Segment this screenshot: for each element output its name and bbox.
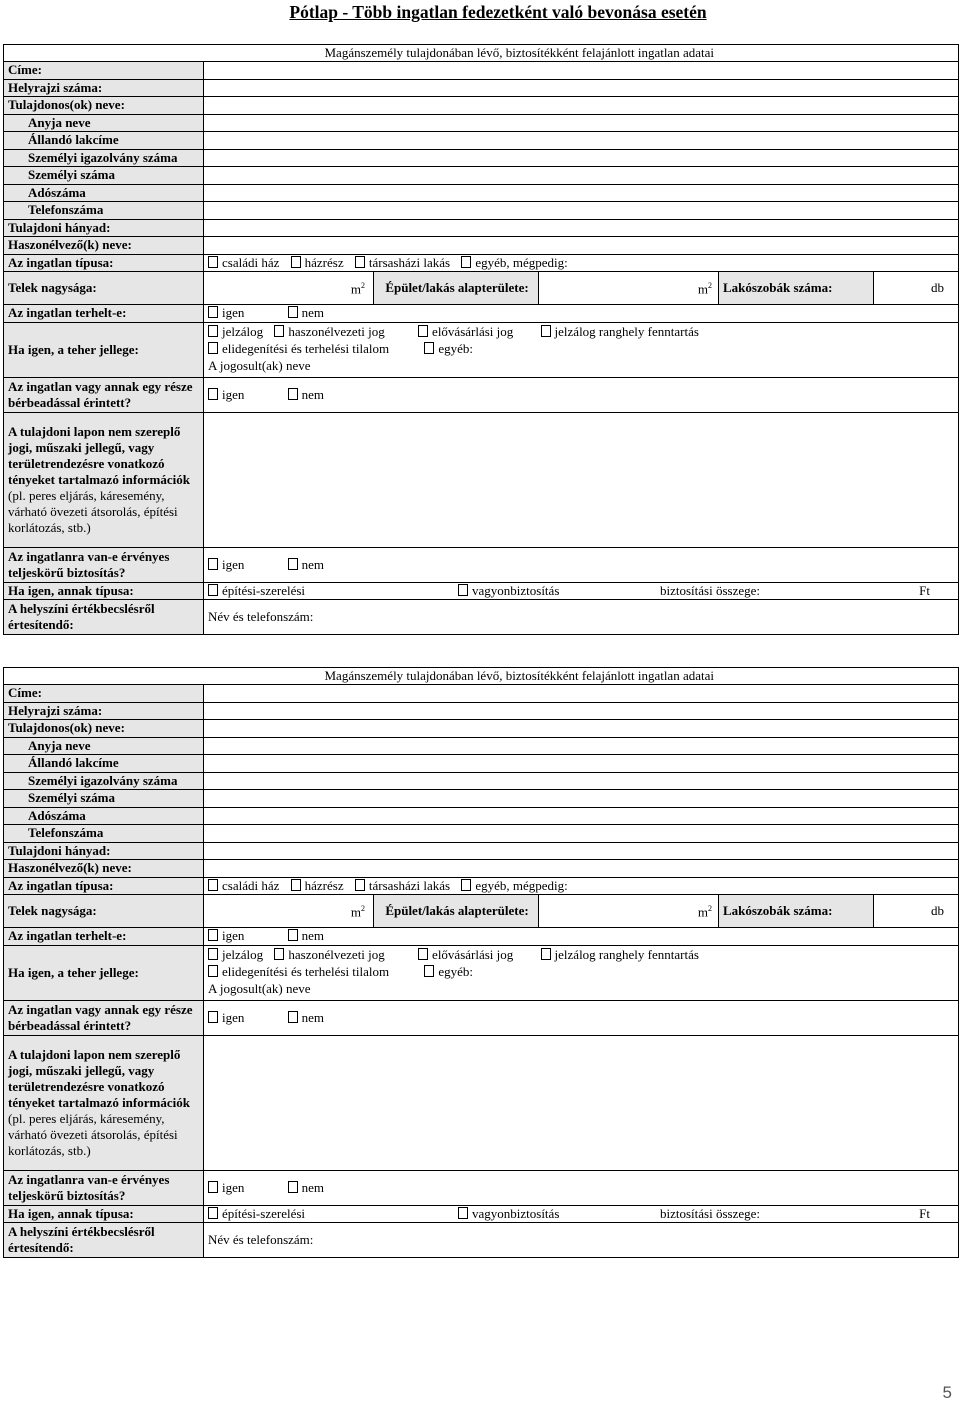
lease-yes[interactable]: igen — [208, 387, 244, 403]
encumbered-yes[interactable]: igen — [208, 928, 244, 944]
additional-info-field[interactable] — [204, 1035, 959, 1170]
checkbox-icon[interactable] — [291, 256, 301, 268]
lease-label: Az ingatlan vagy annak egy része bérbeadással érintett? — [4, 1000, 204, 1035]
checkbox-icon[interactable] — [291, 879, 301, 891]
preemption-option[interactable]: elővásárlási jog — [418, 947, 513, 963]
beneficiary-name-label: A jogosult(ak) neve — [208, 981, 311, 996]
usufructuary-field[interactable] — [204, 860, 959, 878]
valuation-contact-field[interactable] — [204, 1223, 959, 1258]
rooms-field[interactable]: db — [931, 280, 944, 295]
rooms-field[interactable]: db — [931, 903, 944, 918]
floor-area-field[interactable]: $m^2$ — [539, 272, 719, 305]
property-form-1 — [3, 44, 959, 635]
address-label: Címe: — [4, 685, 204, 703]
rank-reservation-option[interactable]: jelzálog ranghely fenntartás — [541, 947, 699, 963]
tax-number-label: Adószáma — [4, 807, 204, 825]
checkbox-icon[interactable] — [288, 306, 298, 318]
checkbox-icon[interactable] — [541, 325, 551, 337]
insurance-yes[interactable]: igen — [208, 557, 244, 573]
mother-name-label: Anyja neve — [4, 737, 204, 755]
lot-size-field[interactable]: $m^2$ — [204, 272, 374, 305]
checkbox-icon[interactable] — [461, 256, 471, 268]
alienation-ban-option[interactable]: elidegenítési és terhelési tilalom — [208, 964, 389, 980]
permanent-address-field[interactable] — [204, 755, 959, 773]
checkbox-icon[interactable] — [208, 342, 218, 354]
mother-name-field[interactable] — [204, 737, 959, 755]
permanent-address-label: Állandó lakcíme — [4, 132, 204, 150]
phone-label: Telefonszáma — [4, 825, 204, 843]
checkbox-icon[interactable] — [208, 388, 218, 400]
owner-name-label: Tulajdonos(ok) neve: — [4, 720, 204, 738]
type-option-house[interactable]: családi ház — [208, 878, 279, 894]
property-type-label: Az ingatlan típusa: — [4, 877, 204, 895]
personal-number-field[interactable] — [204, 167, 959, 185]
floor-area-label: Épület/lakás alapterülete: — [374, 272, 539, 305]
lease-no[interactable]: nem — [288, 1010, 324, 1026]
checkbox-icon[interactable] — [355, 879, 365, 891]
usufructuary-field[interactable] — [204, 237, 959, 255]
property-type-options — [204, 877, 959, 895]
address-label: Címe: — [4, 62, 204, 80]
checkbox-icon[interactable] — [461, 879, 471, 891]
currency-label: Ft — [919, 1205, 930, 1221]
insurance-amount-label: biztosítási összege: — [660, 582, 761, 598]
checkbox-icon[interactable] — [288, 1011, 298, 1023]
rooms-label: Lakószobák száma: — [719, 272, 874, 304]
lot-number-label: Helyrajzi száma: — [4, 702, 204, 720]
currency-label: Ft — [919, 582, 930, 598]
construction-insurance-option[interactable]: építési-szerelési — [208, 1206, 305, 1222]
name-phone-label: Név és telefonszám: — [208, 609, 314, 624]
ownership-share-field[interactable] — [204, 842, 959, 860]
phone-field[interactable] — [204, 202, 959, 220]
property-type-options — [204, 254, 959, 272]
ownership-share-label: Tulajdoni hányad: — [4, 842, 204, 860]
property-insurance-option[interactable]: vagyonbiztosítás — [458, 1206, 559, 1222]
lot-size-label: Telek nagysága: — [4, 272, 204, 305]
checkbox-icon[interactable] — [208, 325, 218, 337]
permanent-address-field[interactable] — [204, 132, 959, 150]
checkbox-icon[interactable] — [208, 584, 218, 596]
usufructuary-label: Haszonélvező(k) neve: — [4, 860, 204, 878]
insurance-type-label: Ha igen, annak típusa: — [4, 582, 204, 600]
other-encumbrance-option[interactable]: egyéb: — [424, 341, 473, 357]
additional-info-label: A tulajdoni lapon nem szereplő jogi, műszaki jellegű, vagy területrendezésre vonatkozó tényeket tartalmazó információk (pl. peres eljárás, káresemény, várható övezeti átsorolás, építési korlátozás, stb.) — [4, 1035, 204, 1170]
lot-size-field[interactable]: $m^2$ — [204, 895, 374, 928]
encumbrance-type-label: Ha igen, a teher jellege: — [4, 945, 204, 1000]
block-header: Magánszemély tulajdonában lévő, biztosítékként felajánlott ingatlan adatai — [4, 45, 959, 62]
address-field[interactable] — [204, 62, 959, 80]
usufructuary-label: Haszonélvező(k) neve: — [4, 237, 204, 255]
ownership-share-label: Tulajdoni hányad: — [4, 219, 204, 237]
permanent-address-label: Állandó lakcíme — [4, 755, 204, 773]
other-encumbrance-option[interactable]: egyéb: — [424, 964, 473, 980]
additional-info-field[interactable] — [204, 412, 959, 547]
block-header: Magánszemély tulajdonában lévő, biztosítékként felajánlott ingatlan adatai — [4, 668, 959, 685]
property-form-2 — [3, 667, 959, 1258]
encumbered-label: Az ingatlan terhelt-e: — [4, 305, 204, 323]
phone-field[interactable] — [204, 825, 959, 843]
personal-number-label: Személyi száma — [4, 790, 204, 808]
valuation-contact-label: A helyszíni értékbecslésről értesítendő: — [4, 600, 204, 635]
checkbox-icon[interactable] — [288, 929, 298, 941]
floor-area-label: Épület/lakás alapterülete: — [374, 895, 539, 928]
lot-number-field[interactable] — [204, 702, 959, 720]
checkbox-icon[interactable] — [208, 1011, 218, 1023]
type-option-house-part[interactable]: házrész — [291, 255, 344, 271]
checkbox-icon[interactable] — [208, 965, 218, 977]
lease-label: Az ingatlan vagy annak egy része bérbeadással érintett? — [4, 377, 204, 412]
id-card-field[interactable] — [204, 149, 959, 167]
owner-name-field[interactable] — [204, 720, 959, 738]
valuation-contact-label: A helyszíni értékbecslésről értesítendő: — [4, 1223, 204, 1258]
type-option-other[interactable]: egyéb, mégpedig: — [461, 255, 567, 271]
checkbox-icon[interactable] — [424, 965, 434, 977]
lease-yes[interactable]: igen — [208, 1010, 244, 1026]
encumbered-no[interactable]: nem — [288, 305, 324, 321]
encumbrance-type-label: Ha igen, a teher jellege: — [4, 322, 204, 377]
owner-name-field[interactable] — [204, 97, 959, 115]
tax-number-field[interactable] — [204, 807, 959, 825]
checkbox-icon[interactable] — [458, 584, 468, 596]
checkbox-icon[interactable] — [288, 388, 298, 400]
checkbox-icon[interactable] — [274, 325, 284, 337]
personal-number-field[interactable] — [204, 790, 959, 808]
alienation-ban-option[interactable]: elidegenítési és terhelési tilalom — [208, 341, 389, 357]
page-title: Pótlap - Több ingatlan fedezetként való bevonása esetén — [289, 2, 707, 22]
checkbox-icon[interactable] — [208, 558, 218, 570]
preemption-option[interactable]: elővásárlási jog — [418, 324, 513, 340]
phone-label: Telefonszáma — [4, 202, 204, 220]
checkbox-icon[interactable] — [458, 1207, 468, 1219]
id-card-field[interactable] — [204, 772, 959, 790]
property-insurance-option[interactable]: vagyonbiztosítás — [458, 583, 559, 599]
lot-number-label: Helyrajzi száma: — [4, 79, 204, 97]
checkbox-icon[interactable] — [208, 1207, 218, 1219]
construction-insurance-option[interactable]: építési-szerelési — [208, 583, 305, 599]
insurance-amount-label: biztosítási összege: — [660, 1205, 761, 1221]
checkbox-icon[interactable] — [418, 948, 428, 960]
additional-info-label: A tulajdoni lapon nem szereplő jogi, műszaki jellegű, vagy területrendezésre vonatkozó tényeket tartalmazó információk (pl. peres eljárás, káresemény, várható övezeti átsorolás, építési korlátozás, stb.) — [4, 412, 204, 547]
insurance-label: Az ingatlanra van-e érvényes teljeskörű biztosítás? — [4, 1170, 204, 1205]
type-option-house-part[interactable]: házrész — [291, 878, 344, 894]
insurance-yes[interactable]: igen — [208, 1180, 244, 1196]
checkbox-icon[interactable] — [541, 948, 551, 960]
personal-number-label: Személyi száma — [4, 167, 204, 185]
mother-name-label: Anyja neve — [4, 114, 204, 132]
checkbox-icon[interactable] — [208, 929, 218, 941]
type-option-other[interactable]: egyéb, mégpedig: — [461, 878, 567, 894]
name-phone-label: Név és telefonszám: — [208, 1232, 314, 1247]
lease-no[interactable]: nem — [288, 387, 324, 403]
checkbox-icon[interactable] — [288, 1181, 298, 1193]
id-card-label: Személyi igazolvány száma — [4, 149, 204, 167]
encumbered-label: Az ingatlan terhelt-e: — [4, 928, 204, 946]
beneficiary-name-label: A jogosult(ak) neve — [208, 358, 311, 373]
checkbox-icon[interactable] — [424, 342, 434, 354]
checkbox-icon[interactable] — [288, 558, 298, 570]
property-type-label: Az ingatlan típusa: — [4, 254, 204, 272]
checkbox-icon[interactable] — [208, 256, 218, 268]
encumbered-yes[interactable]: igen — [208, 305, 244, 321]
checkbox-icon[interactable] — [418, 325, 428, 337]
rank-reservation-option[interactable]: jelzálog ranghely fenntartás — [541, 324, 699, 340]
mother-name-field[interactable] — [204, 114, 959, 132]
rooms-label: Lakószobák száma: — [719, 895, 874, 927]
mortgage-option[interactable]: jelzálog — [208, 324, 263, 340]
insurance-type-label: Ha igen, annak típusa: — [4, 1205, 204, 1223]
encumbered-no[interactable]: nem — [288, 928, 324, 944]
checkbox-icon[interactable] — [208, 1181, 218, 1193]
usufruct-option[interactable]: haszonélvezeti jog — [274, 324, 384, 340]
checkbox-icon[interactable] — [208, 879, 218, 891]
owner-name-label: Tulajdonos(ok) neve: — [4, 97, 204, 115]
lot-size-label: Telek nagysága: — [4, 895, 204, 928]
lot-number-field[interactable] — [204, 79, 959, 97]
checkbox-icon[interactable] — [355, 256, 365, 268]
address-field[interactable] — [204, 685, 959, 703]
id-card-label: Személyi igazolvány száma — [4, 772, 204, 790]
type-option-house[interactable]: családi ház — [208, 255, 279, 271]
ownership-share-field[interactable] — [204, 219, 959, 237]
floor-area-field[interactable]: $m^2$ — [539, 895, 719, 928]
type-option-condo[interactable]: társasházi lakás — [355, 255, 450, 271]
insurance-label: Az ingatlanra van-e érvényes teljeskörű biztosítás? — [4, 547, 204, 582]
type-option-condo[interactable]: társasházi lakás — [355, 878, 450, 894]
valuation-contact-field[interactable] — [204, 600, 959, 635]
tax-number-field[interactable] — [204, 184, 959, 202]
usufruct-option[interactable]: haszonélvezeti jog — [274, 947, 384, 963]
checkbox-icon[interactable] — [274, 948, 284, 960]
insurance-no[interactable]: nem — [288, 1180, 324, 1196]
checkbox-icon[interactable] — [208, 306, 218, 318]
tax-number-label: Adószáma — [4, 184, 204, 202]
insurance-no[interactable]: nem — [288, 557, 324, 573]
checkbox-icon[interactable] — [208, 948, 218, 960]
page-number: 5 — [942, 1383, 952, 1402]
mortgage-option[interactable]: jelzálog — [208, 947, 263, 963]
